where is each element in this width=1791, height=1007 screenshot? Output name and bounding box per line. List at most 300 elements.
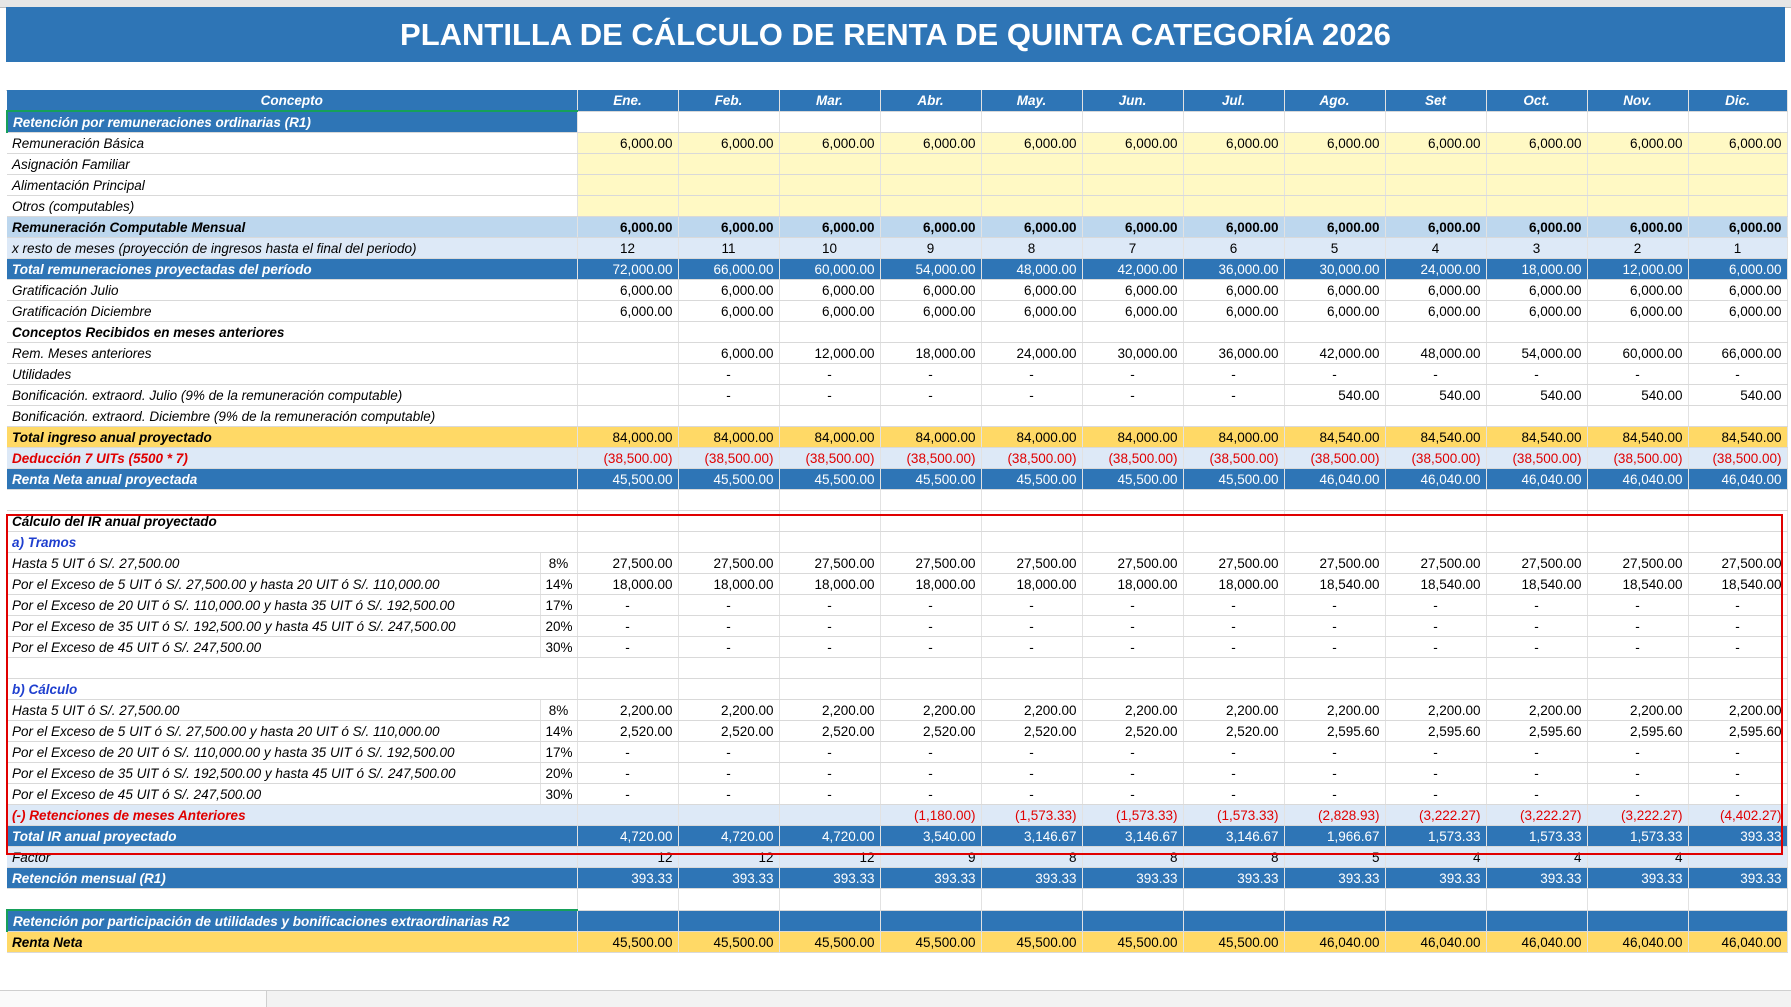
- calculo-value[interactable]: -: [678, 763, 779, 784]
- calculo-value[interactable]: -: [779, 742, 880, 763]
- bonificacion-julio-value[interactable]: -: [1082, 385, 1183, 406]
- calculo-value[interactable]: -: [1183, 742, 1284, 763]
- retenciones-meses-anteriores-value[interactable]: (3,222.27): [1385, 805, 1486, 826]
- tramo-value[interactable]: -: [880, 595, 981, 616]
- cell[interactable]: [1082, 679, 1183, 700]
- calculo-ir-title-value[interactable]: [981, 511, 1082, 532]
- cell[interactable]: [577, 679, 678, 700]
- tramo-value[interactable]: -: [1183, 616, 1284, 637]
- tramo-rate[interactable]: 8%: [540, 553, 577, 574]
- tramo-value[interactable]: -: [1183, 637, 1284, 658]
- gratificacion-julio-value[interactable]: 6,000.00: [577, 280, 678, 301]
- calculo-value[interactable]: -: [1385, 784, 1486, 805]
- alimentacion-principal-value[interactable]: [880, 175, 981, 196]
- calculo-value[interactable]: -: [880, 742, 981, 763]
- cell[interactable]: [7, 889, 577, 911]
- asignacion-familiar-value[interactable]: [1587, 154, 1688, 175]
- gratificacion-julio-value[interactable]: 6,000.00: [1385, 280, 1486, 301]
- total-ir-anual-value[interactable]: 3,540.00: [880, 826, 981, 847]
- deduccion-7-uits-label[interactable]: Deducción 7 UITs (5500 * 7): [7, 448, 577, 469]
- calculo-label[interactable]: Por el Exceso de 5 UIT ó S/. 27,500.00 y hasta 20 UIT ó S/. 110,000.00: [7, 721, 540, 742]
- total-remuneraciones-proyectadas-value[interactable]: 60,000.00: [779, 259, 880, 280]
- calculo-value[interactable]: 2,595.60: [1385, 721, 1486, 742]
- tramo-value[interactable]: 27,500.00: [1082, 553, 1183, 574]
- cell[interactable]: [1082, 910, 1183, 932]
- conceptos-anteriores-value[interactable]: [1486, 322, 1587, 343]
- calculo-ir-title-value[interactable]: [779, 511, 880, 532]
- factor-value[interactable]: 12: [577, 847, 678, 868]
- otros-computables-value[interactable]: [779, 196, 880, 217]
- total-remuneraciones-proyectadas-label[interactable]: Total remuneraciones proyectadas del período: [7, 259, 577, 280]
- cell[interactable]: [1183, 910, 1284, 932]
- alimentacion-principal-label[interactable]: Alimentación Principal: [7, 175, 577, 196]
- cell[interactable]: [1183, 658, 1284, 679]
- retencion-mensual-r1-value[interactable]: 393.33: [1587, 868, 1688, 889]
- tramo-value[interactable]: -: [1385, 637, 1486, 658]
- cell[interactable]: [1587, 658, 1688, 679]
- bonificacion-julio-value[interactable]: 540.00: [1688, 385, 1787, 406]
- conceptos-anteriores-value[interactable]: [1587, 322, 1688, 343]
- deduccion-7-uits-value[interactable]: (38,500.00): [1284, 448, 1385, 469]
- calculo-value[interactable]: -: [1587, 784, 1688, 805]
- total-ingreso-anual-value[interactable]: 84,540.00: [1385, 427, 1486, 448]
- cell[interactable]: [1587, 910, 1688, 932]
- calculo-value[interactable]: 2,200.00: [1284, 700, 1385, 721]
- otros-computables-value[interactable]: [981, 196, 1082, 217]
- calculo-value[interactable]: 2,200.00: [678, 700, 779, 721]
- renta-neta-anual-value[interactable]: 46,040.00: [1688, 469, 1787, 490]
- otros-computables-value[interactable]: [1082, 196, 1183, 217]
- resto-meses-value[interactable]: 8: [981, 238, 1082, 259]
- bonificacion-diciembre-value[interactable]: [577, 406, 678, 427]
- calculo-value[interactable]: -: [1183, 784, 1284, 805]
- asignacion-familiar-value[interactable]: [981, 154, 1082, 175]
- rem-meses-anteriores-value[interactable]: 12,000.00: [779, 343, 880, 364]
- bonificacion-julio-value[interactable]: 540.00: [1486, 385, 1587, 406]
- conceptos-anteriores-value[interactable]: [779, 322, 880, 343]
- rem-meses-anteriores-value[interactable]: 54,000.00: [1486, 343, 1587, 364]
- cell[interactable]: [1284, 679, 1385, 700]
- remuneracion-computable-value[interactable]: 6,000.00: [1688, 217, 1787, 238]
- calculo-value[interactable]: -: [1688, 742, 1787, 763]
- cell[interactable]: [1486, 910, 1587, 932]
- conceptos-anteriores-value[interactable]: [880, 322, 981, 343]
- factor-value[interactable]: 9: [880, 847, 981, 868]
- cell[interactable]: [1284, 658, 1385, 679]
- tramo-value[interactable]: 27,500.00: [1183, 553, 1284, 574]
- conceptos-anteriores-value[interactable]: [1082, 322, 1183, 343]
- calculo-value[interactable]: -: [981, 784, 1082, 805]
- tramo-rate[interactable]: 14%: [540, 574, 577, 595]
- calculo-label[interactable]: Hasta 5 UIT ó S/. 27,500.00: [7, 700, 540, 721]
- deduccion-7-uits-value[interactable]: (38,500.00): [1082, 448, 1183, 469]
- retenciones-meses-anteriores-value[interactable]: (3,222.27): [1587, 805, 1688, 826]
- tramo-value[interactable]: -: [1385, 595, 1486, 616]
- total-ir-anual-label[interactable]: Total IR anual proyectado: [7, 826, 577, 847]
- cell[interactable]: [577, 111, 678, 133]
- rem-meses-anteriores-value[interactable]: 66,000.00: [1688, 343, 1787, 364]
- calculo-value[interactable]: -: [1284, 763, 1385, 784]
- calculo-value[interactable]: -: [1688, 763, 1787, 784]
- cell[interactable]: [1688, 889, 1787, 911]
- total-ir-anual-value[interactable]: 1,573.33: [1587, 826, 1688, 847]
- calculo-value[interactable]: -: [1284, 742, 1385, 763]
- retencion-mensual-r1-value[interactable]: 393.33: [1385, 868, 1486, 889]
- remuneracion-computable-value[interactable]: 6,000.00: [1183, 217, 1284, 238]
- calculo-value[interactable]: 2,200.00: [981, 700, 1082, 721]
- total-ir-anual-value[interactable]: 1,573.33: [1486, 826, 1587, 847]
- factor-value[interactable]: 4: [1587, 847, 1688, 868]
- calculo-rate[interactable]: 14%: [540, 721, 577, 742]
- cell[interactable]: [779, 910, 880, 932]
- renta-neta-anual-value[interactable]: 45,500.00: [981, 469, 1082, 490]
- utilidades-value[interactable]: -: [1587, 364, 1688, 385]
- renta-neta-anual-value[interactable]: 45,500.00: [1082, 469, 1183, 490]
- utilidades-value[interactable]: [577, 364, 678, 385]
- retencion-mensual-r1-value[interactable]: 393.33: [577, 868, 678, 889]
- cell[interactable]: [981, 889, 1082, 911]
- bonificacion-julio-label[interactable]: Bonificación. extraord. Julio (9% de la remuneración computable): [7, 385, 577, 406]
- tramo-value[interactable]: 18,540.00: [1688, 574, 1787, 595]
- remuneracion-basica-value[interactable]: 6,000.00: [678, 133, 779, 154]
- cell[interactable]: [1183, 679, 1284, 700]
- tramo-value[interactable]: -: [779, 595, 880, 616]
- retenciones-meses-anteriores-value[interactable]: [779, 805, 880, 826]
- total-remuneraciones-proyectadas-value[interactable]: 72,000.00: [577, 259, 678, 280]
- factor-value[interactable]: 4: [1486, 847, 1587, 868]
- remuneracion-computable-value[interactable]: 6,000.00: [678, 217, 779, 238]
- remuneracion-computable-label[interactable]: Remuneración Computable Mensual: [7, 217, 577, 238]
- calculo-value[interactable]: -: [1587, 763, 1688, 784]
- utilidades-value[interactable]: -: [1082, 364, 1183, 385]
- bonificacion-diciembre-value[interactable]: [1688, 406, 1787, 427]
- renta-neta-r2-value[interactable]: 45,500.00: [981, 932, 1082, 953]
- renta-neta-r2-value[interactable]: 45,500.00: [678, 932, 779, 953]
- cell[interactable]: [1183, 889, 1284, 911]
- bonificacion-diciembre-value[interactable]: [1284, 406, 1385, 427]
- conceptos-anteriores-value[interactable]: [678, 322, 779, 343]
- calculo-value[interactable]: -: [1587, 742, 1688, 763]
- asignacion-familiar-value[interactable]: [577, 154, 678, 175]
- calculo-value[interactable]: 2,520.00: [981, 721, 1082, 742]
- asignacion-familiar-value[interactable]: [1486, 154, 1587, 175]
- tramo-value[interactable]: -: [1284, 616, 1385, 637]
- cell[interactable]: [678, 658, 779, 679]
- total-ir-anual-value[interactable]: 1,966.67: [1284, 826, 1385, 847]
- tramo-value[interactable]: -: [1486, 616, 1587, 637]
- cell[interactable]: [1082, 532, 1183, 553]
- total-remuneraciones-proyectadas-value[interactable]: 36,000.00: [1183, 259, 1284, 280]
- resto-meses-value[interactable]: 4: [1385, 238, 1486, 259]
- calculo-rate[interactable]: 8%: [540, 700, 577, 721]
- remuneracion-basica-value[interactable]: 6,000.00: [1082, 133, 1183, 154]
- bonificacion-diciembre-value[interactable]: [779, 406, 880, 427]
- cell[interactable]: [981, 658, 1082, 679]
- total-ingreso-anual-value[interactable]: 84,540.00: [1284, 427, 1385, 448]
- total-remuneraciones-proyectadas-value[interactable]: 30,000.00: [1284, 259, 1385, 280]
- rem-meses-anteriores-value[interactable]: 30,000.00: [1082, 343, 1183, 364]
- tramo-value[interactable]: -: [577, 616, 678, 637]
- remuneracion-basica-value[interactable]: 6,000.00: [880, 133, 981, 154]
- total-ir-anual-value[interactable]: 4,720.00: [678, 826, 779, 847]
- cell[interactable]: [779, 111, 880, 133]
- deduccion-7-uits-value[interactable]: (38,500.00): [1486, 448, 1587, 469]
- renta-neta-anual-value[interactable]: 45,500.00: [1183, 469, 1284, 490]
- deduccion-7-uits-value[interactable]: (38,500.00): [1587, 448, 1688, 469]
- sheet-tab[interactable]: [0, 991, 147, 1007]
- cell[interactable]: [981, 910, 1082, 932]
- calculo-label[interactable]: Por el Exceso de 45 UIT ó S/. 247,500.00: [7, 784, 540, 805]
- cell[interactable]: [577, 658, 678, 679]
- cell[interactable]: [1183, 490, 1284, 511]
- tramo-label[interactable]: Por el Exceso de 45 UIT ó S/. 247,500.00: [7, 637, 540, 658]
- calculo-value[interactable]: 2,200.00: [1486, 700, 1587, 721]
- alimentacion-principal-value[interactable]: [779, 175, 880, 196]
- calculo-value[interactable]: 2,200.00: [1688, 700, 1787, 721]
- remuneracion-basica-value[interactable]: 6,000.00: [981, 133, 1082, 154]
- rem-meses-anteriores-value[interactable]: 48,000.00: [1385, 343, 1486, 364]
- factor-value[interactable]: 8: [981, 847, 1082, 868]
- tramo-value[interactable]: 27,500.00: [577, 553, 678, 574]
- total-ingreso-anual-value[interactable]: 84,540.00: [1688, 427, 1787, 448]
- blank-row[interactable]: [6, 62, 1783, 91]
- renta-neta-anual-value[interactable]: 45,500.00: [880, 469, 981, 490]
- remuneracion-computable-value[interactable]: 6,000.00: [779, 217, 880, 238]
- section-r1-title[interactable]: Retención por remuneraciones ordinarias (R1): [7, 111, 577, 133]
- otros-computables-value[interactable]: [1183, 196, 1284, 217]
- cell[interactable]: [1587, 111, 1688, 133]
- retencion-mensual-r1-value[interactable]: 393.33: [779, 868, 880, 889]
- bonificacion-julio-value[interactable]: -: [779, 385, 880, 406]
- sheet-tab[interactable]: [146, 991, 267, 1007]
- total-ingreso-anual-value[interactable]: 84,000.00: [1082, 427, 1183, 448]
- tramo-value[interactable]: -: [1284, 595, 1385, 616]
- tramo-value[interactable]: 18,000.00: [880, 574, 981, 595]
- cell[interactable]: [1688, 532, 1787, 553]
- conceptos-anteriores-value[interactable]: [1385, 322, 1486, 343]
- calculo-value[interactable]: 2,520.00: [1082, 721, 1183, 742]
- calculo-value[interactable]: 2,520.00: [880, 721, 981, 742]
- gratificacion-diciembre-value[interactable]: 6,000.00: [779, 301, 880, 322]
- retenciones-meses-anteriores-value[interactable]: (4,402.27): [1688, 805, 1787, 826]
- cell[interactable]: [1284, 910, 1385, 932]
- cell[interactable]: [1688, 111, 1787, 133]
- calculo-value[interactable]: 2,200.00: [779, 700, 880, 721]
- cell[interactable]: [779, 679, 880, 700]
- otros-computables-value[interactable]: [577, 196, 678, 217]
- renta-neta-anual-value[interactable]: 45,500.00: [678, 469, 779, 490]
- retencion-mensual-r1-label[interactable]: Retención mensual (R1): [7, 868, 577, 889]
- cell[interactable]: [1587, 889, 1688, 911]
- retenciones-meses-anteriores-value[interactable]: (2,828.93): [1284, 805, 1385, 826]
- cell[interactable]: [880, 532, 981, 553]
- gratificacion-diciembre-value[interactable]: 6,000.00: [1688, 301, 1787, 322]
- conceptos-anteriores-value[interactable]: [981, 322, 1082, 343]
- renta-neta-r2-value[interactable]: 45,500.00: [880, 932, 981, 953]
- retencion-mensual-r1-value[interactable]: 393.33: [678, 868, 779, 889]
- calculo-value[interactable]: -: [678, 742, 779, 763]
- bonificacion-diciembre-value[interactable]: [1587, 406, 1688, 427]
- bonificacion-diciembre-value[interactable]: [1183, 406, 1284, 427]
- remuneracion-basica-value[interactable]: 6,000.00: [1486, 133, 1587, 154]
- otros-computables-value[interactable]: [1284, 196, 1385, 217]
- tramo-value[interactable]: -: [1688, 595, 1787, 616]
- alimentacion-principal-value[interactable]: [678, 175, 779, 196]
- tramo-value[interactable]: -: [1688, 616, 1787, 637]
- conceptos-anteriores-value[interactable]: [1688, 322, 1787, 343]
- gratificacion-diciembre-value[interactable]: 6,000.00: [880, 301, 981, 322]
- total-ingreso-anual-value[interactable]: 84,000.00: [779, 427, 880, 448]
- tramo-value[interactable]: -: [1587, 595, 1688, 616]
- calculo-ir-title-value[interactable]: [1183, 511, 1284, 532]
- factor-value[interactable]: [1688, 847, 1787, 868]
- tramo-label[interactable]: Hasta 5 UIT ó S/. 27,500.00: [7, 553, 540, 574]
- gratificacion-diciembre-label[interactable]: Gratificación Diciembre: [7, 301, 577, 322]
- retencion-mensual-r1-value[interactable]: 393.33: [880, 868, 981, 889]
- rem-meses-anteriores-value[interactable]: [577, 343, 678, 364]
- remuneracion-computable-value[interactable]: 6,000.00: [981, 217, 1082, 238]
- cell[interactable]: [1284, 490, 1385, 511]
- retencion-mensual-r1-value[interactable]: 393.33: [1183, 868, 1284, 889]
- gratificacion-diciembre-value[interactable]: 6,000.00: [1486, 301, 1587, 322]
- tramo-label[interactable]: Por el Exceso de 20 UIT ó S/. 110,000.00 y hasta 35 UIT ó S/. 192,500.00: [7, 595, 540, 616]
- cell[interactable]: [678, 532, 779, 553]
- rem-meses-anteriores-value[interactable]: 42,000.00: [1284, 343, 1385, 364]
- otros-computables-value[interactable]: [880, 196, 981, 217]
- cell[interactable]: [779, 490, 880, 511]
- renta-neta-r2-value[interactable]: 45,500.00: [779, 932, 880, 953]
- calculo-value[interactable]: -: [1688, 784, 1787, 805]
- total-ingreso-anual-value[interactable]: 84,000.00: [1183, 427, 1284, 448]
- retencion-mensual-r1-value[interactable]: 393.33: [1284, 868, 1385, 889]
- otros-computables-value[interactable]: [1385, 196, 1486, 217]
- calculo-value[interactable]: 2,595.60: [1486, 721, 1587, 742]
- cell[interactable]: [1587, 490, 1688, 511]
- gratificacion-julio-value[interactable]: 6,000.00: [779, 280, 880, 301]
- gratificacion-julio-value[interactable]: 6,000.00: [1587, 280, 1688, 301]
- cell[interactable]: [1385, 658, 1486, 679]
- calculo-ir-title-value[interactable]: [1688, 511, 1787, 532]
- renta-neta-anual-value[interactable]: 46,040.00: [1385, 469, 1486, 490]
- resto-meses-label[interactable]: x resto de meses (proyección de ingresos hasta el final del periodo): [7, 238, 577, 259]
- calculo-value[interactable]: -: [1082, 763, 1183, 784]
- cell[interactable]: [880, 658, 981, 679]
- total-remuneraciones-proyectadas-value[interactable]: 66,000.00: [678, 259, 779, 280]
- renta-neta-anual-value[interactable]: 46,040.00: [1587, 469, 1688, 490]
- tramo-value[interactable]: -: [678, 637, 779, 658]
- cell[interactable]: [880, 490, 981, 511]
- tramos-title[interactable]: a) Tramos: [7, 532, 577, 553]
- cell[interactable]: [779, 658, 880, 679]
- total-ingreso-anual-value[interactable]: 84,000.00: [981, 427, 1082, 448]
- tramo-value[interactable]: 18,000.00: [577, 574, 678, 595]
- asignacion-familiar-value[interactable]: [1082, 154, 1183, 175]
- otros-computables-value[interactable]: [1688, 196, 1787, 217]
- calculo-value[interactable]: 2,200.00: [1587, 700, 1688, 721]
- renta-neta-anual-value[interactable]: 45,500.00: [779, 469, 880, 490]
- gratificacion-diciembre-value[interactable]: 6,000.00: [1183, 301, 1284, 322]
- calculo-ir-title-value[interactable]: [880, 511, 981, 532]
- retencion-mensual-r1-value[interactable]: 393.33: [1486, 868, 1587, 889]
- gratificacion-diciembre-value[interactable]: 6,000.00: [981, 301, 1082, 322]
- retenciones-meses-anteriores-label[interactable]: (-) Retenciones de meses Anteriores: [7, 805, 577, 826]
- conceptos-anteriores-label[interactable]: Conceptos Recibidos en meses anteriores: [7, 322, 577, 343]
- calculo-value[interactable]: -: [577, 784, 678, 805]
- gratificacion-diciembre-value[interactable]: 6,000.00: [577, 301, 678, 322]
- tramo-value[interactable]: -: [678, 595, 779, 616]
- tramo-value[interactable]: -: [779, 637, 880, 658]
- resto-meses-value[interactable]: 7: [1082, 238, 1183, 259]
- gratificacion-julio-value[interactable]: 6,000.00: [1082, 280, 1183, 301]
- cell[interactable]: [7, 490, 577, 511]
- calculo-value[interactable]: -: [880, 784, 981, 805]
- tramo-value[interactable]: 18,000.00: [1082, 574, 1183, 595]
- tramo-value[interactable]: -: [577, 637, 678, 658]
- tramo-value[interactable]: -: [981, 637, 1082, 658]
- gratificacion-diciembre-value[interactable]: 6,000.00: [1082, 301, 1183, 322]
- factor-value[interactable]: 4: [1385, 847, 1486, 868]
- calculo-value[interactable]: -: [1486, 742, 1587, 763]
- bonificacion-julio-value[interactable]: -: [981, 385, 1082, 406]
- asignacion-familiar-value[interactable]: [1385, 154, 1486, 175]
- calculo-ir-title-value[interactable]: [577, 511, 678, 532]
- gratificacion-diciembre-value[interactable]: 6,000.00: [1284, 301, 1385, 322]
- total-remuneraciones-proyectadas-value[interactable]: 48,000.00: [981, 259, 1082, 280]
- bonificacion-diciembre-value[interactable]: [1082, 406, 1183, 427]
- gratificacion-julio-value[interactable]: 6,000.00: [981, 280, 1082, 301]
- rem-meses-anteriores-value[interactable]: 24,000.00: [981, 343, 1082, 364]
- total-ingreso-anual-value[interactable]: 84,000.00: [678, 427, 779, 448]
- total-ingreso-anual-value[interactable]: 84,540.00: [1486, 427, 1587, 448]
- deduccion-7-uits-value[interactable]: (38,500.00): [1385, 448, 1486, 469]
- renta-neta-anual-label[interactable]: Renta Neta anual proyectada: [7, 469, 577, 490]
- renta-neta-r2-value[interactable]: 46,040.00: [1486, 932, 1587, 953]
- calculo-value[interactable]: 2,520.00: [779, 721, 880, 742]
- cell[interactable]: [880, 111, 981, 133]
- deduccion-7-uits-value[interactable]: (38,500.00): [1688, 448, 1787, 469]
- remuneracion-computable-value[interactable]: 6,000.00: [880, 217, 981, 238]
- resto-meses-value[interactable]: 3: [1486, 238, 1587, 259]
- total-remuneraciones-proyectadas-value[interactable]: 6,000.00: [1688, 259, 1787, 280]
- tramo-value[interactable]: 27,500.00: [1284, 553, 1385, 574]
- cell[interactable]: [1587, 532, 1688, 553]
- bonificacion-diciembre-value[interactable]: [1385, 406, 1486, 427]
- resto-meses-value[interactable]: 5: [1284, 238, 1385, 259]
- alimentacion-principal-value[interactable]: [1183, 175, 1284, 196]
- calculo-value[interactable]: -: [779, 763, 880, 784]
- cell[interactable]: [678, 889, 779, 911]
- bonificacion-diciembre-value[interactable]: [880, 406, 981, 427]
- cell[interactable]: [577, 889, 678, 911]
- gratificacion-julio-value[interactable]: 6,000.00: [880, 280, 981, 301]
- cell[interactable]: [1486, 111, 1587, 133]
- cell[interactable]: [1284, 889, 1385, 911]
- total-ingreso-anual-value[interactable]: 84,000.00: [880, 427, 981, 448]
- tramo-value[interactable]: -: [981, 616, 1082, 637]
- calculo-ir-title-value[interactable]: [1284, 511, 1385, 532]
- otros-computables-label[interactable]: Otros (computables): [7, 196, 577, 217]
- alimentacion-principal-value[interactable]: [577, 175, 678, 196]
- asignacion-familiar-value[interactable]: [1688, 154, 1787, 175]
- deduccion-7-uits-value[interactable]: (38,500.00): [1183, 448, 1284, 469]
- tramo-label[interactable]: Por el Exceso de 35 UIT ó S/. 192,500.00 y hasta 45 UIT ó S/. 247,500.00: [7, 616, 540, 637]
- cell[interactable]: [1688, 658, 1787, 679]
- tramo-value[interactable]: 18,000.00: [981, 574, 1082, 595]
- tramo-value[interactable]: -: [779, 616, 880, 637]
- remuneracion-basica-value[interactable]: 6,000.00: [1183, 133, 1284, 154]
- tramo-value[interactable]: 18,540.00: [1587, 574, 1688, 595]
- cell[interactable]: [1385, 889, 1486, 911]
